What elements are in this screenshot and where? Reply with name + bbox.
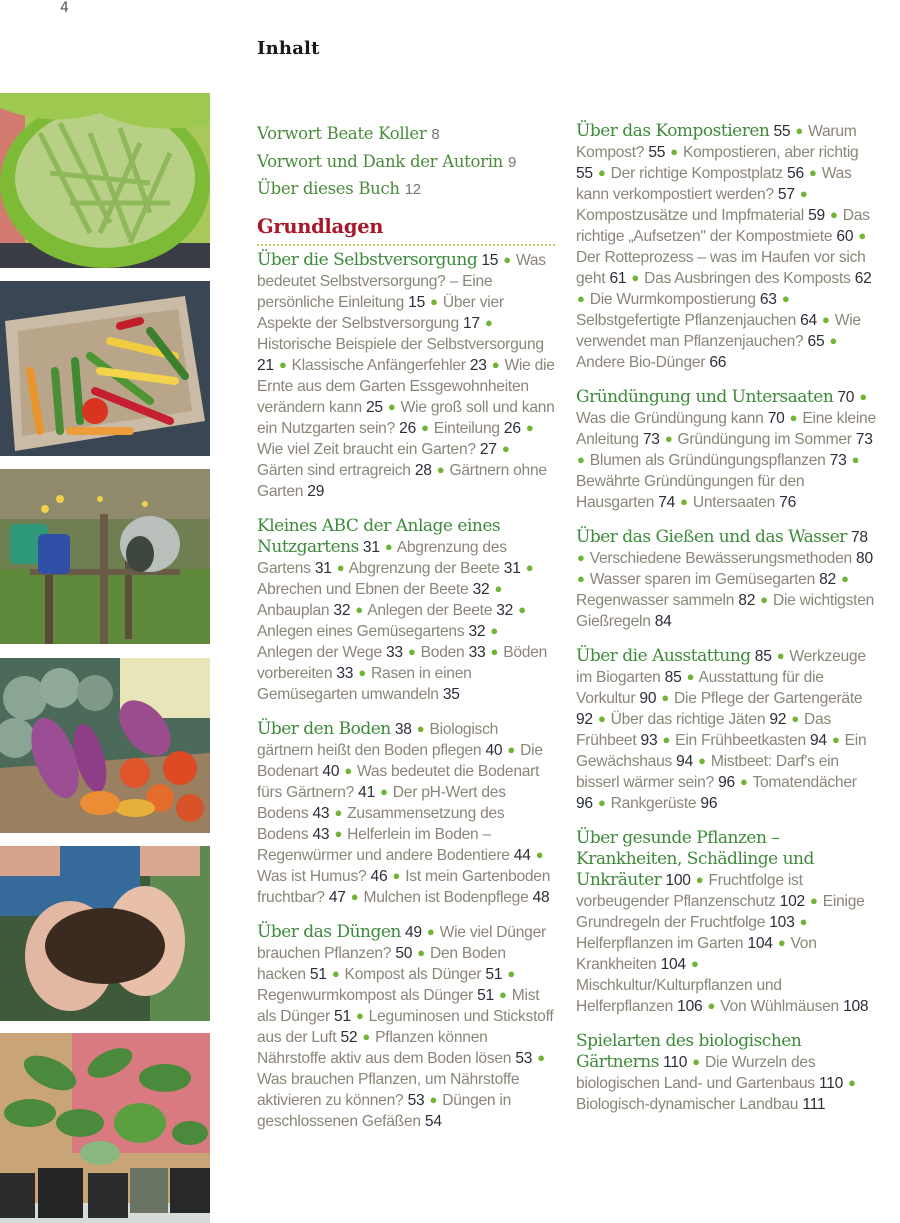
bullet-icon: ● (707, 998, 716, 1013)
entry-page: 43 (312, 825, 330, 843)
toc-entry[interactable]: Was kann verkompostiert werden? (576, 165, 852, 203)
toc-entry[interactable]: Was die Gründüngung kann (576, 410, 764, 427)
entry-title: Vorwort und Dank der Autorin (257, 151, 503, 171)
entry-page: 65 (807, 333, 825, 350)
toc-entry[interactable]: Kompostzusätze und Impfmaterial (576, 207, 804, 224)
entry-page: 32 (333, 601, 351, 619)
toc-column-right (576, 121, 876, 1115)
page-number: 4 (60, 0, 69, 16)
entry-page: 106 (677, 998, 703, 1015)
entry-page: 111 (802, 1096, 826, 1113)
dotted-divider (257, 244, 555, 246)
entry-page: 85 (664, 669, 682, 686)
entry-page: 41 (358, 783, 375, 801)
entry-page: 104 (660, 956, 686, 973)
bullet-icon: ● (392, 867, 401, 883)
front-matter (257, 121, 557, 204)
section-page: 15 (481, 251, 499, 269)
toc-entry[interactable]: Wasser sparen im Gemüsegarten (589, 571, 816, 588)
toc-entry[interactable]: Kompost als Dünger (344, 965, 482, 983)
bullet-icon: ● (664, 431, 673, 446)
entry-page: 8 (431, 126, 440, 143)
entry-page: 23 (469, 356, 487, 374)
bullet-icon: ● (740, 774, 748, 789)
bullet-icon: ● (334, 804, 343, 820)
toc-section (257, 922, 557, 1132)
entry-page: 25 (365, 398, 383, 416)
toc-entry[interactable]: Die Wurzeln des biologischen Land- und Gartenbaus (576, 1054, 816, 1092)
bullet-icon: ● (791, 711, 799, 726)
bullet-icon: ● (535, 846, 544, 862)
section-heading[interactable]: Über die Selbstversorgung (257, 249, 478, 270)
bullet-icon: ● (760, 592, 768, 607)
entry-page: 82 (738, 592, 756, 609)
bullet-icon: ● (499, 986, 507, 1002)
toc-entry[interactable]: Von Krankheiten (576, 935, 817, 973)
bullet-icon: ● (810, 893, 818, 908)
toc-section (576, 828, 876, 1017)
entry-page: 59 (808, 207, 825, 224)
toc-entry[interactable]: Helferlein im Boden – Regenwürmer und andere Bodentiere (257, 825, 510, 864)
bullet-icon: ● (430, 293, 438, 309)
entry-page: 96 (718, 774, 735, 791)
photo-chili-peppers (0, 281, 210, 456)
section-page: 31 (362, 538, 380, 556)
bullet-icon: ● (698, 753, 706, 768)
section-heading[interactable]: Über das Kompostieren (576, 121, 770, 141)
bullet-icon: ● (518, 601, 526, 617)
toc-entry[interactable]: Über das richtige Jäten (610, 711, 766, 728)
entry-page: 90 (639, 690, 657, 707)
bullet-icon: ● (407, 643, 416, 659)
toc-entry[interactable]: Gründüngung im Sommer (677, 431, 852, 448)
bullet-icon: ● (503, 251, 511, 267)
toc-entry[interactable]: Warum Kompost? (576, 123, 857, 161)
entry-page: 82 (819, 571, 836, 588)
entry-page: 73 (829, 452, 847, 469)
entry-page: 21 (257, 356, 274, 374)
entry-page: 73 (642, 431, 660, 448)
bullet-icon: ● (417, 944, 425, 960)
section-heading[interactable]: Über die Ausstattung (576, 646, 751, 666)
entry-page: 31 (314, 559, 332, 577)
toc-entry[interactable]: Abgrenzung des Gartens (257, 538, 507, 577)
entry-page: 54 (424, 1112, 442, 1130)
toc-entry[interactable]: Ist mein Gartenboden fruchtbar? (257, 867, 551, 906)
bullet-icon: ● (577, 571, 585, 586)
entry-page: 47 (328, 888, 346, 906)
toc-entry[interactable]: Gärtnern ohne Garten (257, 461, 547, 500)
bullet-icon: ● (597, 795, 606, 810)
bullet-icon: ● (830, 207, 838, 222)
toc-entry[interactable]: Biologisch gärtnern heißt den Boden pflegen (257, 720, 499, 759)
toc-entry[interactable]: Mistbeet: Darf's ein bisserl wärmer sein? (576, 753, 839, 791)
entry-page: 46 (370, 867, 388, 885)
entry-page: 96 (700, 795, 718, 812)
bullet-icon: ● (525, 559, 534, 575)
bullet-icon: ● (795, 123, 804, 138)
bullet-icon: ● (436, 461, 445, 477)
bullet-icon: ● (670, 144, 678, 159)
bullet-icon: ● (789, 410, 798, 425)
bullet-icon: ● (661, 690, 669, 705)
entry-page: 103 (769, 914, 795, 931)
toc-entry[interactable]: Mulchen ist Bodenpflege (363, 888, 529, 906)
section-page: 85 (754, 648, 772, 665)
entry-page: 26 (503, 419, 521, 437)
bullet-icon: ● (781, 291, 790, 306)
toc-section (257, 516, 557, 705)
section-heading[interactable]: Gründüngung und Untersaaten (576, 387, 834, 407)
bullet-icon: ● (490, 643, 499, 659)
entry-page: 43 (312, 804, 330, 822)
entry-page: 63 (759, 291, 777, 308)
bullet-icon: ● (336, 559, 345, 575)
bullet-icon: ● (387, 398, 396, 414)
bullet-icon: ● (525, 419, 534, 435)
toc-entry[interactable]: Einteilung (433, 419, 500, 437)
bullet-icon: ● (507, 965, 515, 981)
bullet-icon: ● (416, 720, 425, 736)
toc-entry[interactable]: Wie viel Zeit braucht ein Garten? (257, 440, 476, 458)
toc-entry[interactable]: Regenwasser sammeln (576, 592, 735, 609)
bullet-icon: ● (851, 452, 860, 467)
toc-entry[interactable]: Biologisch-dynamischer Landbau (576, 1096, 799, 1113)
toc-entry[interactable]: Historische Beispiele der Selbstversorgung (257, 335, 544, 353)
section-page: 38 (394, 720, 412, 738)
entry-page: 104 (747, 935, 773, 952)
bullet-icon: ● (577, 452, 585, 467)
bullet-icon: ● (355, 601, 363, 617)
toc-entry[interactable]: Eine kleine Anleitung (576, 410, 876, 448)
toc-entry[interactable]: Abrechen und Ebnen der Beete (257, 580, 469, 598)
entry-page: 102 (779, 893, 805, 910)
toc-section (576, 1031, 876, 1115)
toc-entry[interactable]: Der Rotteprozess – was im Haufen vor sich geht (576, 249, 866, 287)
toc-entry[interactable]: Helferpflanzen im Garten (576, 935, 744, 952)
photo-vegetable-basket (0, 658, 210, 833)
toc-entry[interactable]: Das Ausbringen des Komposts (644, 270, 851, 287)
bullet-icon: ● (776, 648, 785, 663)
page-title: Inhalt (257, 38, 320, 59)
toc-entry[interactable]: Tomatendächer (752, 774, 857, 791)
toc-entry-front[interactable] (257, 176, 557, 204)
toc-entry[interactable]: Anbauplan (257, 601, 330, 619)
bullet-icon: ● (662, 732, 671, 747)
toc-section (576, 527, 876, 632)
toc-entry[interactable]: Anlegen der Wege (257, 643, 382, 661)
bullet-icon: ● (491, 356, 500, 372)
bullet-icon: ● (631, 270, 640, 285)
section-page: 78 (850, 529, 868, 546)
section-heading[interactable]: Über das Düngen (257, 921, 401, 942)
entry-page: 51 (309, 965, 327, 983)
toc-entry[interactable]: Ausstattung für die Vorkultur (576, 669, 824, 707)
entry-page: 9 (507, 153, 516, 171)
entry-title: Über dieses Buch (257, 179, 400, 198)
bullet-icon: ● (331, 965, 340, 981)
bullet-icon: ● (841, 571, 849, 586)
entry-page: 60 (836, 228, 854, 245)
bullet-icon: ● (380, 783, 388, 799)
toc-entry[interactable]: Anlegen eines Gemüsegartens (257, 622, 465, 640)
bullet-icon: ● (577, 291, 585, 306)
toc-entry[interactable]: Verschiedene Bewässerungsmethoden (589, 550, 852, 567)
toc-entry[interactable]: Die Wurmkompostierung (589, 291, 756, 308)
bullet-icon: ● (501, 440, 510, 456)
section-heading[interactable]: Über gesunde Pflanzen – Krankheiten, Schädlinge und Unkräuter (576, 828, 814, 890)
bullet-icon: ● (537, 1049, 545, 1065)
photo-potted-plants (0, 1033, 210, 1223)
section-page: 49 (404, 923, 422, 941)
toc-section (576, 646, 876, 814)
toc-entry[interactable]: Blumen als Gründüngungspflanzen (589, 452, 826, 469)
toc-entry[interactable]: Was bedeutet Selbstversorgung? – Eine persönliche Einleitung (257, 251, 546, 311)
toc-entry[interactable]: Von Wühlmäusen (720, 998, 839, 1015)
bullet-icon: ● (799, 186, 808, 201)
bullet-icon: ● (809, 165, 817, 180)
toc-entry[interactable]: Wie verwendet man Pflanzenjauchen? (576, 312, 861, 350)
toc-entry[interactable]: Abgrenzung der Beete (348, 559, 500, 577)
bullet-icon: ● (799, 914, 808, 929)
bullet-icon: ● (577, 550, 585, 565)
bullet-icon: ● (690, 956, 699, 971)
toc-entry[interactable]: Gärten sind ertragreich (257, 461, 411, 479)
entry-page: 32 (468, 622, 486, 640)
entry-page: 28 (414, 461, 432, 479)
entry-title: Vorwort Beate Koller (257, 124, 427, 143)
toc-entry[interactable]: Ein Gewächshaus (576, 732, 867, 770)
toc-entry[interactable]: Bewährte Gründüngungen für den Hausgarten (576, 473, 805, 511)
toc-entry[interactable]: Mist als Dünger (257, 986, 540, 1025)
entry-page: 92 (576, 711, 593, 728)
entry-page: 76 (779, 494, 797, 511)
entry-page: 31 (503, 559, 521, 577)
toc-entry[interactable]: Einige Grundregeln der Fruchtfolge (576, 893, 865, 931)
bullet-icon: ● (334, 825, 343, 841)
toc-entry[interactable]: Anlegen der Beete (367, 601, 493, 619)
entry-page: 48 (532, 888, 550, 906)
entry-page: 51 (334, 1007, 351, 1025)
entry-page: 94 (676, 753, 694, 770)
toc-entry[interactable]: Leguminosen und Stickstoff aus der Luft (257, 1007, 554, 1046)
bullet-icon: ● (494, 580, 503, 596)
entry-page: 64 (800, 312, 817, 329)
bullet-icon: ● (344, 762, 352, 778)
photo-green-beans (0, 93, 210, 268)
toc-entry[interactable]: Pflanzen können Nährstoffe aktiv aus dem Boden lösen (257, 1028, 512, 1067)
toc-entry[interactable]: Wie viel Dünger brauchen Pflanzen? (257, 923, 546, 962)
entry-page: 84 (654, 613, 672, 630)
toc-entry[interactable]: Die Bodenart (257, 741, 543, 780)
toc-entry-front[interactable] (257, 149, 557, 177)
toc-entry[interactable]: Rasen in einen Gemüsegarten umwandeln (257, 664, 472, 703)
photo-soil-hands (0, 846, 210, 1021)
toc-entry[interactable]: Fruchtfolge ist vorbeugender Pflanzenschutz (576, 872, 803, 910)
bullet-icon: ● (858, 228, 866, 243)
entry-page: 44 (513, 846, 531, 864)
toc-column-left (257, 121, 557, 1132)
bullet-icon: ● (358, 664, 366, 680)
entry-page: 53 (407, 1091, 425, 1109)
entry-page: 96 (576, 795, 593, 812)
photo-strip (0, 0, 210, 1223)
toc-section (257, 250, 557, 502)
toc-entry[interactable]: Den Boden hacken (257, 944, 506, 983)
bullet-icon: ● (777, 935, 786, 950)
bullet-icon: ● (859, 389, 867, 404)
photo-watering-cans (0, 469, 210, 644)
entry-page: 56 (787, 165, 804, 182)
toc-entry[interactable]: Selbstgefertigte Pflanzenjauchen (576, 312, 796, 329)
toc-entry[interactable]: Rankgerüste (610, 795, 697, 812)
toc-entry[interactable]: Klassische Anfängerfehler (291, 356, 466, 374)
entry-page: 73 (855, 431, 873, 448)
entry-page: 94 (810, 732, 827, 749)
bullet-icon: ● (597, 165, 606, 180)
bullet-icon: ● (350, 888, 359, 904)
toc-entry[interactable]: Untersaaten (692, 494, 776, 511)
bullet-icon: ● (484, 314, 493, 330)
bullet-icon: ● (507, 741, 516, 757)
entry-page: 108 (843, 998, 869, 1015)
toc-entry[interactable]: Was ist Humus? (257, 867, 367, 885)
entry-page: 32 (496, 601, 514, 619)
bullet-icon: ● (686, 669, 695, 684)
section-heading[interactable]: Spielarten des biologischen Gärtnerns (576, 1031, 802, 1072)
entry-page: 12 (404, 181, 421, 198)
entry-page: 70 (767, 410, 785, 427)
bullet-icon: ● (429, 1091, 438, 1107)
entry-page: 29 (307, 482, 325, 500)
toc-entry[interactable]: Boden (420, 643, 465, 661)
entry-page: 66 (709, 354, 727, 371)
section-heading[interactable]: Über den Boden (257, 718, 391, 739)
section-page: 55 (773, 123, 791, 140)
toc-section (576, 121, 876, 373)
bullet-icon: ● (384, 538, 393, 554)
toc-entry[interactable]: Werkzeuge im Biogarten (576, 648, 866, 686)
entry-page: 35 (442, 685, 460, 703)
entry-page: 52 (340, 1028, 358, 1046)
entry-page: 33 (468, 643, 486, 661)
bullet-icon: ● (355, 1007, 364, 1023)
entry-page: 27 (479, 440, 497, 458)
section-heading[interactable]: Kleines ABC der Anlage eines Nutzgartens (257, 515, 501, 557)
toc-entry[interactable]: Das richtige „Aufsetzen" der Kompostmiete (576, 207, 870, 245)
section-page: 100 (665, 872, 691, 889)
part-title: Grundlagen (257, 214, 384, 238)
entry-page: 40 (322, 762, 340, 780)
toc-entry[interactable]: Düngen in geschlossenen Gefäßen (257, 1091, 512, 1130)
toc-entry[interactable]: Andere Bio-Dünger (576, 354, 706, 371)
section-page: 110 (663, 1054, 688, 1071)
entry-page: 61 (609, 270, 627, 287)
toc-entry[interactable]: Der richtige Kompostplatz (610, 165, 783, 182)
entry-page: 17 (463, 314, 480, 332)
toc-section (576, 387, 876, 513)
bullet-icon: ● (829, 333, 838, 348)
bullet-icon: ● (692, 1054, 700, 1069)
toc-entry[interactable]: Regenwurmkompost als Dünger (257, 986, 473, 1004)
entry-page: 33 (336, 664, 354, 682)
toc-entry[interactable]: Was bedeutet die Bodenart fürs Gärtnern? (257, 762, 540, 801)
bullet-icon: ● (695, 872, 704, 887)
toc-entry[interactable]: Wie die Ernte aus dem Garten Essgewohnheiten verändern kann (257, 356, 555, 416)
entry-page: 50 (395, 944, 413, 962)
bullet-icon: ● (278, 356, 287, 372)
toc-entry[interactable]: Kompostieren, aber richtig (682, 144, 859, 161)
entry-page: 40 (485, 741, 503, 759)
entry-page: 62 (854, 270, 872, 287)
entry-page: 57 (777, 186, 795, 203)
entry-page: 15 (408, 293, 426, 311)
toc-entry[interactable]: Das Frühbeet (576, 711, 831, 749)
entry-page: 26 (399, 419, 416, 437)
entry-page: 32 (472, 580, 490, 598)
section-page: 70 (837, 389, 855, 406)
toc-section (257, 719, 557, 908)
entry-page: 80 (856, 550, 873, 567)
entry-page: 74 (658, 494, 676, 511)
toc-entry[interactable]: Ein Frühbeetkasten (675, 732, 806, 749)
section-heading[interactable]: Über das Gießen und das Wasser (576, 527, 847, 547)
entry-page: 110 (818, 1075, 844, 1092)
entry-page: 55 (648, 144, 666, 161)
bullet-icon: ● (490, 622, 499, 638)
bullet-icon: ● (822, 312, 830, 327)
bullet-icon: ● (680, 494, 688, 509)
toc-entry[interactable]: Die wichtigsten Gießregeln (576, 592, 875, 630)
entry-page: 92 (769, 711, 787, 728)
bullet-icon: ● (421, 419, 429, 435)
bullet-icon: ● (848, 1075, 856, 1090)
toc-entry[interactable]: Über vier Aspekte der Selbstversorgung (257, 293, 504, 332)
toc-entry[interactable]: Wie groß soll und kann ein Nutzgarten sein? (257, 398, 555, 437)
toc-entry[interactable]: Was brauchen Pflanzen, um Nährstoffe aktivieren zu können? (257, 1070, 520, 1109)
bullet-icon: ● (597, 711, 606, 726)
bullet-icon: ● (831, 732, 840, 747)
bullet-icon: ● (362, 1028, 371, 1044)
toc-entry-front[interactable] (257, 121, 557, 149)
entry-page: 51 (485, 965, 503, 983)
entry-page: 93 (640, 732, 658, 749)
entry-page: 55 (576, 165, 593, 182)
entry-page: 51 (477, 986, 494, 1004)
toc-entry[interactable]: Böden vorbereiten (257, 643, 548, 682)
toc-entry[interactable]: Mischkultur/Kulturpflanzen und Helferpflanzen (576, 977, 782, 1015)
entry-page: 33 (385, 643, 403, 661)
toc-entry[interactable]: Der pH-Wert des Bodens (257, 783, 506, 822)
toc-entry[interactable]: Die Pflege der Gartengeräte (674, 690, 863, 707)
bullet-icon: ● (426, 923, 435, 939)
toc-entry[interactable]: Zusammensetzung des Bodens (257, 804, 505, 843)
entry-page: 53 (515, 1049, 533, 1067)
